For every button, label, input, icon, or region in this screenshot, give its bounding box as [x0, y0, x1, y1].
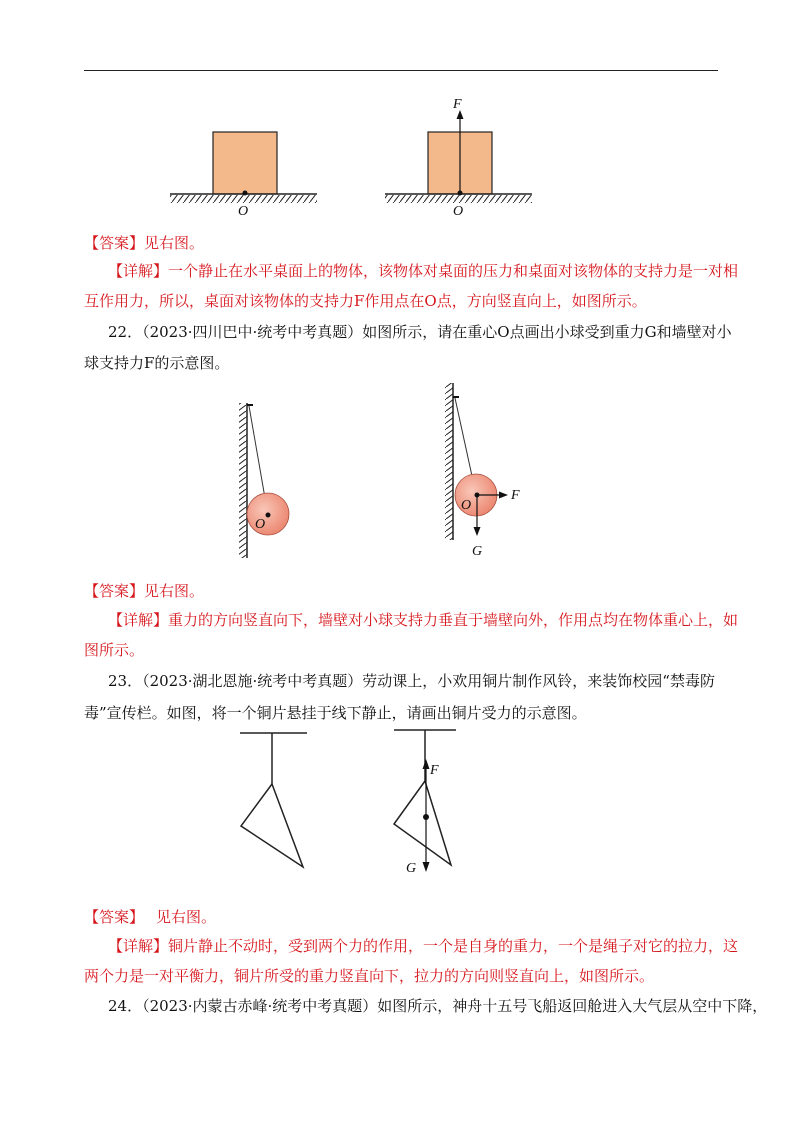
- label-f-plate: F: [430, 763, 439, 778]
- q23-stem-1: [108, 670, 748, 692]
- q21-detail-2: 互作用力，所以，桌面对该物体的支持力F作用点在O点，方向竖直向上，如图所示。: [84, 292, 647, 310]
- plate-right: [394, 781, 451, 865]
- q23-stem-2: 毒”宣传栏。如图，将一个铜片悬挂于线下静止，请画出铜片受力的示意图。: [84, 704, 587, 722]
- string-right: [455, 398, 472, 476]
- label-g-plate: G: [406, 861, 417, 876]
- table-hatch-right: [385, 195, 532, 203]
- q22-detail-2: 图所示。: [84, 641, 145, 659]
- detail-text: 重力的方向竖直向下，墙壁对小球支持力垂直于墙壁向外，作用点均在物体重心上，如: [168, 611, 739, 629]
- answer-text: 见右图。: [144, 582, 205, 600]
- string-left: [249, 406, 265, 498]
- point-o-left: [243, 191, 248, 196]
- header-rule: [84, 70, 718, 71]
- answer-text: 见右图。: [144, 234, 205, 252]
- q23-detail-1: [108, 935, 739, 957]
- q24-stem-1: [108, 995, 768, 1017]
- detail-text: 一个静止在水平桌面上的物体，该物体对桌面的压力和桌面对该物体的支持力是一对相: [168, 262, 739, 280]
- plate-left: [241, 784, 303, 867]
- detail-text: 铜片静止不动时，受到两个力的作用，一个是自身的重力，一个是绳子对它的拉力，这: [168, 937, 739, 955]
- label-o-ball-left: O: [255, 517, 266, 532]
- wall-hatch-left: [239, 403, 247, 558]
- center-o-left: [266, 513, 271, 518]
- label-f-ball: F: [511, 488, 520, 503]
- label-g-ball: G: [472, 544, 483, 559]
- force-f-arrowhead-right: [499, 492, 508, 499]
- figure-block-on-table: [160, 90, 560, 220]
- q22-stem-2: 球支持力F的示意图。: [84, 354, 230, 372]
- answer-tag: 【答案】: [84, 582, 145, 600]
- answer-tag: 【答案】: [84, 908, 145, 926]
- detail-tag: 【详解】: [108, 611, 169, 629]
- q22-stem-1: [108, 321, 748, 343]
- question-text: （2023·四川巴中·统考中考真题）如图所示，请在重心O点画出小球受到重力G和墙壁对小: [142, 323, 732, 341]
- detail-tag: 【详解】: [108, 937, 169, 955]
- label-o-left: O: [238, 204, 249, 219]
- wall-hatch-right: [445, 383, 453, 540]
- label-f: F: [453, 97, 462, 112]
- q23-detail-2: 两个力是一对平衡力，铜片所受的重力竖直向下，拉力的方向则竖直向上，如图所示。: [84, 967, 655, 985]
- q21-answer: [84, 232, 724, 254]
- force-f-up-arrowhead: [423, 759, 430, 769]
- q23-answer: [84, 906, 724, 928]
- question-number: 22．: [108, 323, 143, 341]
- answer-tag: 【答案】: [84, 234, 145, 252]
- force-g-arrowhead: [474, 527, 481, 536]
- answer-text: 见右图。: [156, 908, 217, 926]
- table-hatch-left: [170, 195, 317, 203]
- figure-ball-on-wall: [230, 375, 550, 565]
- question-text: （2023·内蒙古赤峰·统考中考真题）如图所示，神舟十五号飞船返回舱进入大气层从空中下降，: [142, 997, 768, 1015]
- figure-copper-plate: [230, 725, 480, 885]
- question-text: （2023·湖北恩施·统考中考真题）劳动课上，小欢用铜片制作风铃，来装饰校园“禁毒防: [142, 672, 715, 690]
- q22-answer: [84, 580, 724, 602]
- force-g-down-arrowhead: [423, 862, 430, 872]
- label-o-right: O: [453, 204, 464, 219]
- detail-tag: 【详解】: [108, 262, 169, 280]
- label-o-ball-right: O: [461, 498, 472, 513]
- point-o-right: [458, 191, 463, 196]
- block-left: [213, 132, 277, 194]
- question-number: 24．: [108, 997, 143, 1015]
- q22-detail-1: [108, 609, 739, 631]
- question-number: 23．: [108, 672, 143, 690]
- q21-detail-1: [108, 260, 739, 282]
